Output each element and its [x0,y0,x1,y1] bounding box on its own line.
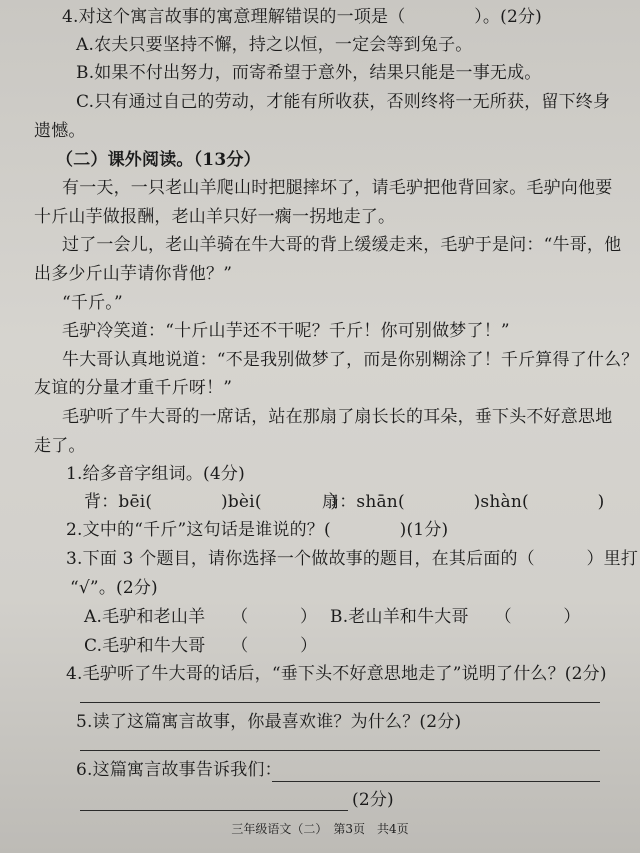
answer-line-q4[interactable] [80,702,600,703]
answer-line-q6-a[interactable] [272,781,600,782]
passage-line-9: 毛驴听了牛大哥的一席话，站在那扇了扇长长的耳朵，垂下头不好意思地 [62,407,613,427]
answer-line-q6-b[interactable] [80,810,348,811]
question-5: 5.读了这篇寓言故事，你最喜欢谁？为什么？(2分) [76,712,462,732]
question-6-score: (2分) [352,790,394,810]
q4-top-option-c-cont: 遗憾。 [34,121,86,141]
passage-line-8: 友谊的分量才重千斤呀！” [34,378,233,398]
question-2: 2.文中的“千斤”这句话是谁说的？( )(1分) [66,520,449,540]
question-3-option-c: C.毛驴和牛大哥 （ ） [84,636,318,656]
question-6: 6.这篇寓言故事告诉我们： [76,760,282,780]
answer-line-q5[interactable] [80,750,600,751]
passage-line-7: 牛大哥认真地说道：“不是我别做梦了，而是你别糊涂了！千斤算得了什么？ [62,350,639,370]
question-1-bei: 背：bēi( )bèi( ) [84,492,338,512]
q4-top-option-b: B.如果不付出努力，而寄希望于意外，结果只能是一事无成。 [76,63,542,83]
passage-line-5: “千斤。” [62,293,123,313]
q4-top-option-a: A.农夫只要坚持不懈，持之以恒，一定会等到兔子。 [76,35,473,55]
passage-line-10: 走了。 [34,436,86,456]
question-3-option-b: B.老山羊和牛大哥 （ ） [330,607,581,627]
passage-line-6: 毛驴冷笑道：“十斤山芋还不干呢？千斤！你可别做梦了！” [62,321,510,341]
question-3: 3.下面 3 个题目，请你选择一个做故事的题目，在其后面的（ ）里打 [66,549,639,569]
q4-top-stem: 4.对这个寓言故事的寓意理解错误的一项是（ ）。(2分) [62,7,542,27]
page-footer: 三年级语文（二） 第3页 共4页 [231,822,409,836]
question-4: 4.毛驴听了牛大哥的话后，“垂下头不好意思地走了”说明了什么？(2分) [66,664,607,684]
passage-line-3: 过了一会儿，老山羊骑在牛大哥的背上缓缓走来，毛驴于是问：“牛哥，他 [62,235,622,255]
passage-line-1: 有一天，一只老山羊爬山时把腿摔坏了，请毛驴把他背回家。毛驴向他要 [62,178,613,198]
question-3-cont: “√”。(2分) [70,578,158,598]
question-1: 1.给多音字组词。(4分) [66,464,245,484]
question-1-shan: 扇：shān( )shàn( ) [322,492,605,512]
passage-line-4: 出多少斤山芋请你背他？” [34,264,233,284]
reading-heading: （二）课外阅读。（13分） [56,150,261,170]
q4-top-option-c: C.只有通过自己的劳动，才能有所收获，否则终将一无所获，留下终身 [76,92,611,112]
passage-line-2: 十斤山芋做报酬，老山羊只好一瘸一拐地走了。 [34,207,396,227]
question-3-option-a: A.毛驴和老山羊 （ ） [84,607,318,627]
